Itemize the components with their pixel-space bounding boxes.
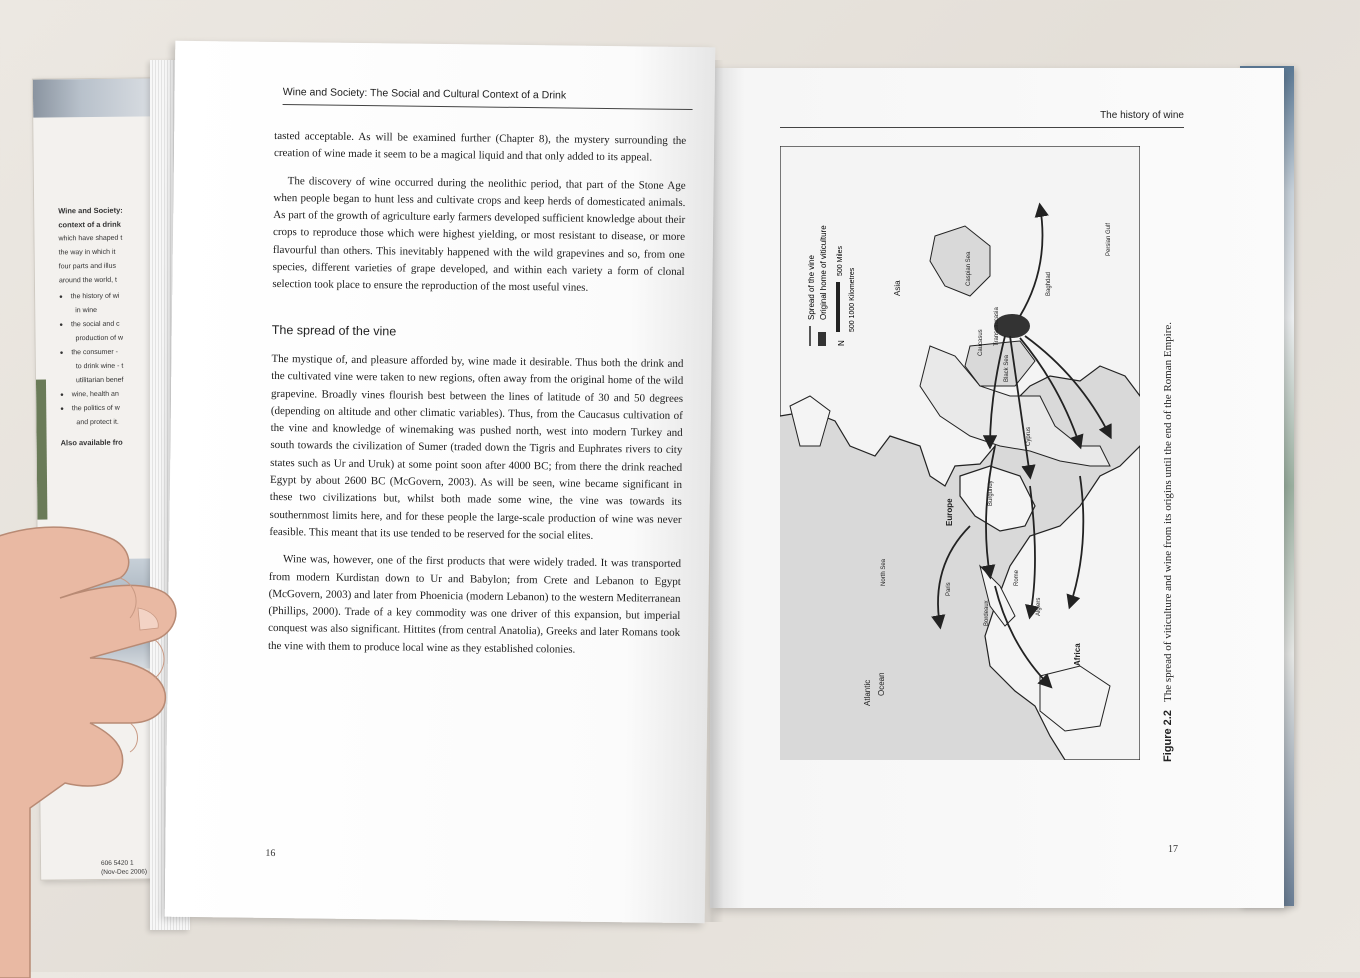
figure-number: Figure 2.2 bbox=[1162, 710, 1174, 762]
anatolia-landmass bbox=[960, 466, 1035, 531]
back-cover-bullet: ● the social and c bbox=[59, 317, 162, 332]
label-caucasus: Caucasus bbox=[978, 329, 984, 356]
isbn-date: (Nov-Dec 2006) bbox=[101, 868, 148, 876]
back-cover-line: in wine bbox=[75, 306, 98, 315]
label-africa: Africa bbox=[1073, 643, 1082, 666]
back-cover-line: and protect it. bbox=[76, 418, 119, 427]
label-bordeaux: Bordeaux bbox=[984, 600, 990, 626]
legend-home: Original home of viticulture bbox=[819, 225, 828, 320]
figure-caption bbox=[1162, 202, 1182, 762]
label-atlantic: Atlantic bbox=[863, 679, 872, 706]
paragraph: Wine was, however, one of the first products that were widely traded. It was transported from modern Kurdistan down to Ur and Babylon; from Crete and Lebanon to Egypt (McGovern, 2003) and later from Phoenicia (modern Lebanon) to the western Mediterranean (Phillips, 2000). Trade of a key commodity was one driver of this expansion, but imperial conquest was also significant. Hittites (from central Anatolia), Greeks and later Romans took the vine with them to produce local wine as they established colonies. bbox=[267, 553, 682, 656]
label-transcaucasia: Transcaucasia bbox=[994, 307, 1000, 346]
back-cover-line: around the world, t bbox=[58, 276, 117, 285]
label-rome: Rome bbox=[1014, 569, 1020, 586]
map-figure bbox=[780, 146, 1140, 760]
cover-photo-strip bbox=[36, 380, 47, 520]
label-asia: Asia bbox=[893, 280, 902, 296]
label-caspian-sea: Caspian Sea bbox=[966, 251, 972, 286]
cover-top-strip bbox=[33, 78, 153, 117]
label-persian-gulf: Persian Gulf bbox=[1106, 222, 1112, 256]
left-page bbox=[165, 41, 716, 924]
back-cover-line: which have shaped t bbox=[58, 234, 123, 243]
label-algiers: Algiers bbox=[1036, 597, 1042, 616]
running-head-left: Wine and Society: The Social and Cultural Context of a Drink bbox=[283, 86, 693, 110]
label-ocean: Ocean bbox=[877, 672, 886, 696]
back-cover-also-available: Also available fro bbox=[60, 437, 123, 448]
label-paris: Paris bbox=[946, 582, 952, 596]
label-north-sea: North Sea bbox=[881, 558, 887, 586]
back-cover-line: to drink wine - t bbox=[75, 362, 124, 371]
legend-spread: Spread of the vine bbox=[807, 255, 816, 320]
label-baghdad: Baghdad bbox=[1046, 271, 1052, 296]
back-cover-line: utilitarian benef bbox=[75, 376, 124, 385]
label-europe: Europe bbox=[945, 498, 954, 526]
section-heading: The spread of the vine bbox=[271, 322, 397, 339]
right-page bbox=[710, 68, 1284, 908]
page-number-left: 16 bbox=[265, 847, 276, 860]
hand bbox=[0, 508, 210, 978]
isbn-number: 606 5420 1 bbox=[100, 859, 134, 867]
back-cover-line: production of w bbox=[75, 334, 124, 343]
back-cover-bullet: ● the politics of w bbox=[60, 401, 162, 416]
back-cover-line: four parts and illus bbox=[58, 262, 117, 271]
label-cyprus: Cyprus bbox=[1026, 426, 1032, 446]
page-number-right: 17 bbox=[1168, 844, 1178, 855]
europe-landmass bbox=[780, 146, 1140, 486]
back-cover-line: the way in which it bbox=[58, 248, 116, 257]
label-black-sea: Black Sea bbox=[1004, 354, 1010, 382]
body-text bbox=[268, 128, 686, 660]
back-cover-blurb bbox=[58, 203, 162, 450]
back-cover-bullet: ● the history of wi bbox=[59, 289, 162, 304]
scale-miles: 500 Miles bbox=[837, 246, 844, 276]
back-cover-title: Wine and Society: bbox=[58, 205, 123, 216]
running-head-right: The history of wine bbox=[780, 110, 1184, 128]
back-cover-bullet: ● wine, health an bbox=[60, 387, 162, 402]
figure-caption-text: The spread of viticulture and wine from its origins until the end of the Roman Empire. bbox=[1162, 322, 1174, 703]
north-arrow: N bbox=[837, 340, 846, 346]
paragraph: The mystique of, and pleasure afforded by, wine made it desirable. Thus both the drink and the cultivated vine were taken to new regions, often away from the original home of the wild grapevine. Broadly vines flourish best between the lines of latitude of 30 and 50 degrees (depending on altitude and other climatic variables). Thus, from the Caucasus cultivation of the vine and knowledge of winemaking was pushed north, west into modern Turkey and south towards the civilization of Sumer (traded down the Tigris and Euphrates rivers to city states such as Ur and Uruk) at some point soon after 4000 BC; from there the drink reached Egypt by about 2600 BC (McGovern, 2003). As will be seen, wine became significant in these two civilizations but, whilst both made some wine, the vine was towards its southernmost limits here, and for these people the large-scale production of wine was never feasible. This meant that its use tended to be reserved for the social elites. bbox=[269, 352, 684, 542]
back-cover-bullet: ● the consumer - bbox=[60, 345, 163, 360]
back-cover-subtitle: context of a drink bbox=[58, 219, 121, 230]
label-burgundy: Burgundy bbox=[988, 480, 994, 506]
scale-km: 500 1000 Kilometres bbox=[849, 267, 856, 332]
paragraph: tasted acceptable. As will be examined further (Chapter 8), the mystery surrounding the creation of wine made it seem to be a magical liquid and that only added to its appeal. bbox=[273, 129, 687, 164]
map-svg bbox=[780, 146, 1140, 760]
paragraph: The discovery of wine occurred during the neolithic period, that part of the Stone Age when people began to hunt less and cultivate crops and keep herds of domesticated animals. As part of the growth of agriculture early farmers developed sufficient knowledge about their crops to reproduce those which were highest yielding, or most resistant to disease, or more flavourful than others. This inevitably happened with the wild grapevines and so, from one species, different varieties of grape developed, and within each variety a form of clonal selection took place to ensure the reproduction of the most useful vines. bbox=[272, 174, 686, 295]
